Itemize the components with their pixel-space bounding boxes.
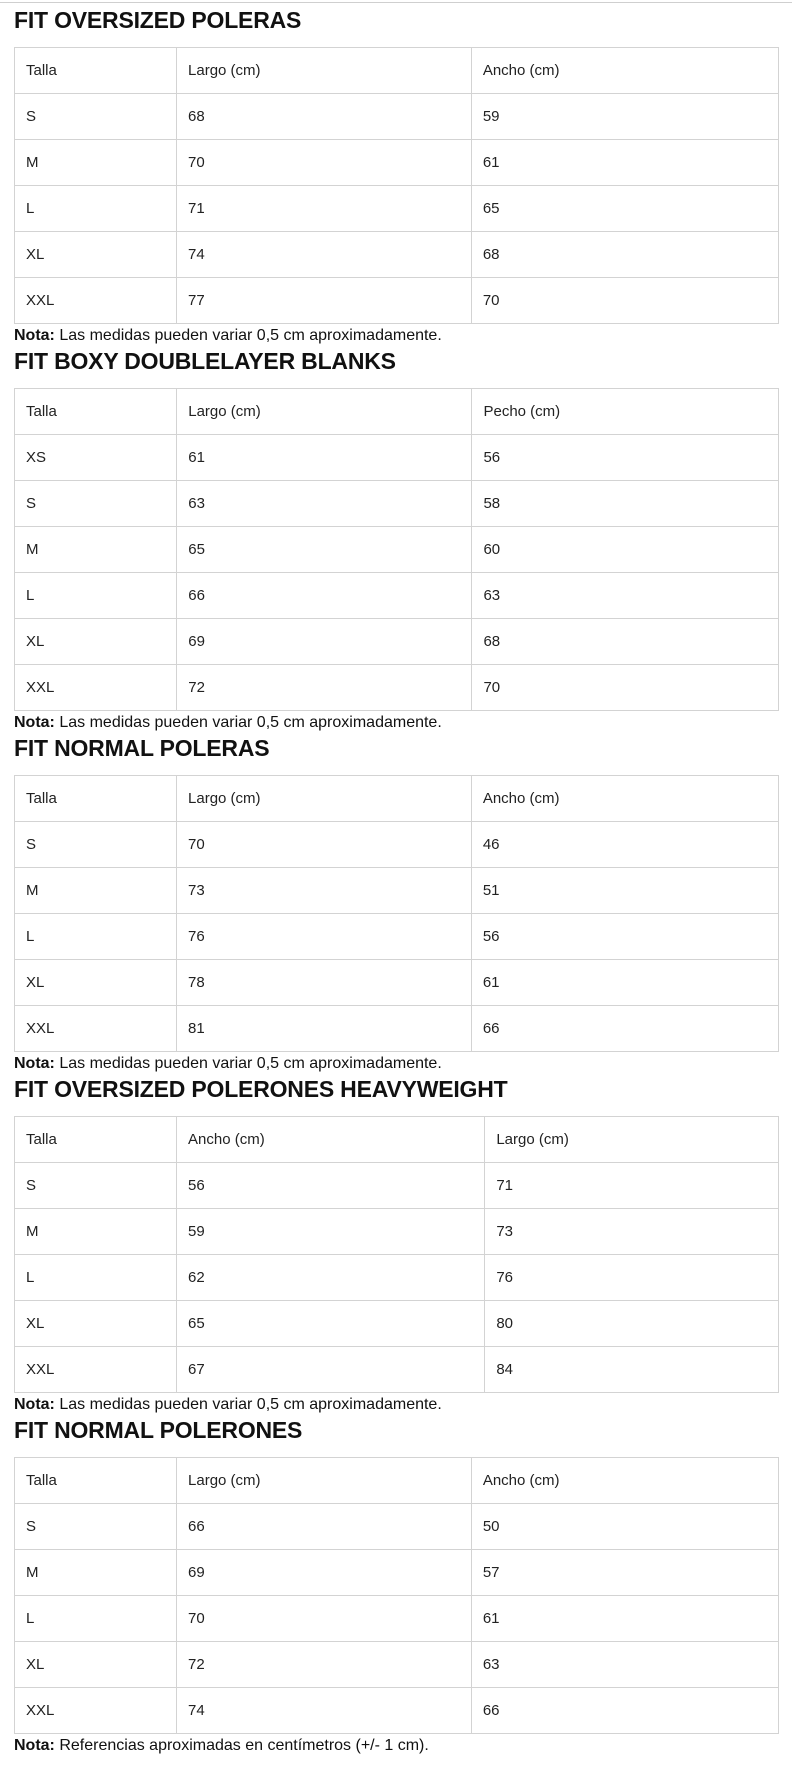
value-cell: 56 bbox=[177, 1163, 485, 1209]
header-cell: Ancho (cm) bbox=[471, 48, 778, 94]
table-row bbox=[15, 573, 779, 619]
table-row bbox=[15, 619, 779, 665]
table-row bbox=[15, 1255, 779, 1301]
size-cell: XL bbox=[15, 960, 177, 1006]
value-cell: 51 bbox=[471, 868, 778, 914]
size-table bbox=[14, 388, 779, 711]
table-row bbox=[15, 1006, 779, 1052]
table-row bbox=[15, 527, 779, 573]
value-cell: 70 bbox=[471, 278, 778, 324]
table-note bbox=[14, 1736, 792, 1757]
size-table bbox=[14, 775, 779, 1052]
header-cell: Largo (cm) bbox=[177, 389, 472, 435]
value-cell: 70 bbox=[472, 665, 779, 711]
section-title: FIT NORMAL POLERAS bbox=[14, 735, 270, 761]
size-table bbox=[14, 1116, 779, 1393]
value-cell: 72 bbox=[177, 1642, 472, 1688]
table-note bbox=[14, 1054, 792, 1075]
value-cell: 56 bbox=[472, 435, 779, 481]
table-row bbox=[15, 1347, 779, 1393]
header-cell: Pecho (cm) bbox=[472, 389, 779, 435]
value-cell: 74 bbox=[177, 232, 472, 278]
table-row bbox=[15, 822, 779, 868]
size-cell: XXL bbox=[15, 1347, 177, 1393]
value-cell: 78 bbox=[177, 960, 472, 1006]
value-cell: 63 bbox=[472, 573, 779, 619]
value-cell: 81 bbox=[177, 1006, 472, 1052]
value-cell: 68 bbox=[471, 232, 778, 278]
value-cell: 68 bbox=[177, 94, 472, 140]
note-text: Las medidas pueden variar 0,5 cm aproximadamente. bbox=[59, 327, 442, 344]
size-cell: L bbox=[15, 573, 177, 619]
value-cell: 46 bbox=[471, 822, 778, 868]
section-title: FIT NORMAL POLERONES bbox=[14, 1417, 303, 1443]
header-cell: Talla bbox=[15, 1117, 177, 1163]
note-text: Referencias aproximadas en centímetros (+/- 1 cm). bbox=[59, 1737, 429, 1754]
size-cell: M bbox=[15, 140, 177, 186]
table-header-row bbox=[15, 1458, 779, 1504]
value-cell: 61 bbox=[471, 960, 778, 1006]
value-cell: 76 bbox=[177, 914, 472, 960]
value-cell: 61 bbox=[177, 435, 472, 481]
size-cell: L bbox=[15, 914, 177, 960]
value-cell: 70 bbox=[177, 140, 472, 186]
header-cell: Talla bbox=[15, 1458, 177, 1504]
size-cell: L bbox=[15, 186, 177, 232]
table-row bbox=[15, 1163, 779, 1209]
table-note bbox=[14, 326, 792, 347]
value-cell: 71 bbox=[485, 1163, 779, 1209]
size-cell: L bbox=[15, 1255, 177, 1301]
value-cell: 65 bbox=[177, 1301, 485, 1347]
value-cell: 66 bbox=[177, 573, 472, 619]
value-cell: 61 bbox=[471, 140, 778, 186]
value-cell: 80 bbox=[485, 1301, 779, 1347]
size-guide bbox=[0, 6, 792, 1757]
header-cell: Ancho (cm) bbox=[471, 1458, 778, 1504]
value-cell: 57 bbox=[471, 1550, 778, 1596]
value-cell: 76 bbox=[485, 1255, 779, 1301]
value-cell: 69 bbox=[177, 619, 472, 665]
value-cell: 73 bbox=[485, 1209, 779, 1255]
section-title: FIT OVERSIZED POLERAS bbox=[14, 7, 302, 33]
table-header-row bbox=[15, 389, 779, 435]
value-cell: 65 bbox=[177, 527, 472, 573]
table-row bbox=[15, 1642, 779, 1688]
value-cell: 62 bbox=[177, 1255, 485, 1301]
size-cell: S bbox=[15, 481, 177, 527]
header-cell: Talla bbox=[15, 389, 177, 435]
table-row bbox=[15, 914, 779, 960]
value-cell: 61 bbox=[471, 1596, 778, 1642]
table-row bbox=[15, 665, 779, 711]
value-cell: 59 bbox=[177, 1209, 485, 1255]
value-cell: 56 bbox=[471, 914, 778, 960]
value-cell: 77 bbox=[177, 278, 472, 324]
top-divider bbox=[0, 2, 792, 3]
value-cell: 84 bbox=[485, 1347, 779, 1393]
section-title: FIT OVERSIZED POLERONES HEAVYWEIGHT bbox=[14, 1076, 508, 1102]
table-row bbox=[15, 1301, 779, 1347]
table-header-row bbox=[15, 1117, 779, 1163]
size-cell: XXL bbox=[15, 1688, 177, 1734]
table-row bbox=[15, 1209, 779, 1255]
section-title: FIT BOXY DOUBLELAYER BLANKS bbox=[14, 348, 396, 374]
value-cell: 60 bbox=[472, 527, 779, 573]
note-label: Nota: bbox=[14, 1055, 55, 1072]
table-row bbox=[15, 1504, 779, 1550]
size-cell: XL bbox=[15, 1301, 177, 1347]
value-cell: 73 bbox=[177, 868, 472, 914]
table-header-row bbox=[15, 776, 779, 822]
size-table bbox=[14, 47, 779, 324]
table-row bbox=[15, 232, 779, 278]
size-cell: XXL bbox=[15, 278, 177, 324]
note-text: Las medidas pueden variar 0,5 cm aproximadamente. bbox=[59, 714, 442, 731]
size-cell: XXL bbox=[15, 665, 177, 711]
header-cell: Ancho (cm) bbox=[177, 1117, 485, 1163]
value-cell: 70 bbox=[177, 822, 472, 868]
size-cell: M bbox=[15, 527, 177, 573]
value-cell: 59 bbox=[471, 94, 778, 140]
table-row bbox=[15, 1550, 779, 1596]
note-label: Nota: bbox=[14, 1396, 55, 1413]
table-row bbox=[15, 1596, 779, 1642]
size-cell: S bbox=[15, 822, 177, 868]
size-cell: M bbox=[15, 1550, 177, 1596]
header-cell: Talla bbox=[15, 776, 177, 822]
table-row bbox=[15, 960, 779, 1006]
table-row bbox=[15, 435, 779, 481]
note-label: Nota: bbox=[14, 327, 55, 344]
value-cell: 68 bbox=[472, 619, 779, 665]
header-cell: Talla bbox=[15, 48, 177, 94]
table-header-row bbox=[15, 48, 779, 94]
value-cell: 69 bbox=[177, 1550, 472, 1596]
value-cell: 50 bbox=[471, 1504, 778, 1550]
header-cell: Ancho (cm) bbox=[471, 776, 778, 822]
table-row bbox=[15, 186, 779, 232]
size-cell: S bbox=[15, 1163, 177, 1209]
table-row bbox=[15, 1688, 779, 1734]
size-table bbox=[14, 1457, 779, 1734]
note-label: Nota: bbox=[14, 714, 55, 731]
value-cell: 66 bbox=[471, 1688, 778, 1734]
value-cell: 74 bbox=[177, 1688, 472, 1734]
note-text: Las medidas pueden variar 0,5 cm aproximadamente. bbox=[59, 1396, 442, 1413]
size-cell: XL bbox=[15, 619, 177, 665]
size-cell: XL bbox=[15, 1642, 177, 1688]
header-cell: Largo (cm) bbox=[485, 1117, 779, 1163]
table-note bbox=[14, 1395, 792, 1416]
header-cell: Largo (cm) bbox=[177, 776, 472, 822]
table-row bbox=[15, 868, 779, 914]
value-cell: 70 bbox=[177, 1596, 472, 1642]
table-row bbox=[15, 278, 779, 324]
size-cell: M bbox=[15, 1209, 177, 1255]
table-row bbox=[15, 94, 779, 140]
value-cell: 66 bbox=[177, 1504, 472, 1550]
value-cell: 66 bbox=[471, 1006, 778, 1052]
size-cell: S bbox=[15, 94, 177, 140]
value-cell: 58 bbox=[472, 481, 779, 527]
size-cell: XL bbox=[15, 232, 177, 278]
table-note bbox=[14, 713, 792, 734]
note-label: Nota: bbox=[14, 1737, 55, 1754]
value-cell: 63 bbox=[471, 1642, 778, 1688]
header-cell: Largo (cm) bbox=[177, 1458, 472, 1504]
value-cell: 67 bbox=[177, 1347, 485, 1393]
size-cell: M bbox=[15, 868, 177, 914]
header-cell: Largo (cm) bbox=[177, 48, 472, 94]
value-cell: 72 bbox=[177, 665, 472, 711]
table-row bbox=[15, 481, 779, 527]
size-cell: L bbox=[15, 1596, 177, 1642]
note-text: Las medidas pueden variar 0,5 cm aproximadamente. bbox=[59, 1055, 442, 1072]
table-row bbox=[15, 140, 779, 186]
value-cell: 65 bbox=[471, 186, 778, 232]
size-cell: S bbox=[15, 1504, 177, 1550]
value-cell: 71 bbox=[177, 186, 472, 232]
size-cell: XXL bbox=[15, 1006, 177, 1052]
value-cell: 63 bbox=[177, 481, 472, 527]
size-cell: XS bbox=[15, 435, 177, 481]
